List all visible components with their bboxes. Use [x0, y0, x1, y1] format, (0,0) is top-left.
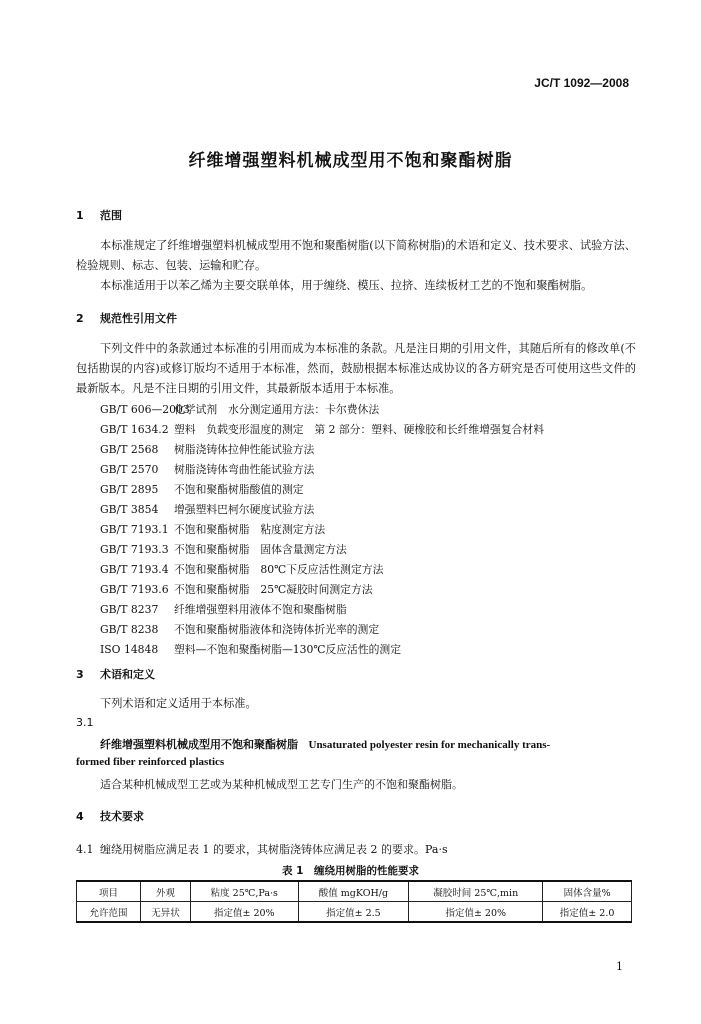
term-definition: 适合某种机械成型工艺或为某种机械成型工艺专门生产的不饱和聚酯树脂。 [100, 778, 463, 791]
table-cell: 无异状 [141, 902, 191, 923]
table-cell: 指定值± 2.0 [543, 902, 632, 923]
term-chinese: 纤维增强塑料机械成型用不饱和聚酯树脂 [100, 738, 298, 751]
section-3-heading [76, 666, 155, 682]
reference-title: 塑料 负载变形温度的测定 第 2 部分：塑料、硬橡胶和长纤维增强复合材料 [174, 423, 545, 436]
section-title: 术语和定义 [100, 668, 155, 681]
table-header-cell: 外观 [141, 881, 191, 902]
term-english-2: formed fiber reinforced plastics [76, 756, 225, 768]
reference-title: 不饱和聚酯树脂酸值的测定 [174, 483, 304, 496]
subsection-3-1-number: 3.1 [76, 716, 94, 729]
reference-item [100, 482, 304, 497]
reference-code: GB/T 7193.1 [100, 523, 169, 536]
reference-code: GB/T 2895 [100, 483, 159, 496]
section-2-heading [76, 310, 177, 326]
reference-item [100, 542, 347, 557]
table-header-cell: 酸值 mgKOH/g [298, 881, 409, 902]
table-cell: 允许范围 [77, 902, 141, 923]
reference-code: GB/T 2568 [100, 443, 159, 456]
section-number: 1 [76, 209, 84, 222]
section-1-paragraph-2: 本标准适用于以苯乙烯为主要交联单体，用于缠绕、模压、拉挤、连续板材工艺的不饱和聚酯树脂。 [100, 279, 593, 292]
reference-title: 不饱和聚酯树脂 80℃下反应活性测定方法 [174, 563, 384, 576]
section-4-heading [76, 808, 144, 824]
standard-number: JC/T 1092—2008 [534, 76, 629, 90]
reference-item [100, 642, 401, 657]
section-1-heading [76, 207, 122, 223]
section-3-intro: 下列术语和定义适用于本标准。 [100, 697, 257, 710]
section-number: 4 [76, 810, 84, 823]
reference-item [100, 582, 373, 597]
reference-item [100, 562, 383, 577]
reference-item [100, 442, 314, 457]
table-header-cell: 凝胶时间 25℃,min [409, 881, 543, 902]
table-header-row [77, 881, 632, 902]
section-title: 范围 [100, 209, 122, 222]
document-title: 纤维增强塑料机械成型用不饱和聚酯树脂 [188, 151, 513, 171]
reference-code: GB/T 1634.2 [100, 423, 169, 436]
page-number: 1 [616, 960, 623, 973]
section-2-paragraph-1: 下列文件中的条款通过本标准的引用而成为本标准的条款。凡是注日期的引用文件，其随后所有的修改单(不包括勘误的内容)或修订版均不适用于本标准，然而，鼓励根据本标准达成协议的各方研究是否可使用这些文件的最新版本。凡是不注日期的引用文件，其最新版本适用于本标准。 [76, 342, 636, 395]
reference-title: 化学试剂 水分测定通用方法：卡尔费休法 [174, 403, 380, 416]
reference-code: GB/T 2570 [100, 463, 159, 476]
subsection-number: 4.1 [76, 843, 94, 856]
reference-item [100, 502, 314, 517]
subsection-4-1 [76, 841, 448, 857]
reference-item [100, 522, 325, 537]
table-header-cell: 粘度 25℃,Pa·s [190, 881, 298, 902]
reference-item [100, 402, 379, 417]
reference-title: 树脂浇铸体拉伸性能试验方法 [174, 443, 315, 456]
reference-code: GB/T 3854 [100, 503, 159, 516]
reference-title: 塑料—不饱和聚酯树脂—130℃反应活性的测定 [174, 643, 402, 656]
reference-code: GB/T 7193.4 [100, 563, 169, 576]
table-cell: 指定值± 20% [409, 902, 543, 923]
reference-item [100, 602, 347, 617]
table-cell: 指定值± 20% [190, 902, 298, 923]
table-header-cell: 项目 [77, 881, 141, 902]
reference-code: ISO 14848 [100, 643, 159, 656]
section-title: 规范性引用文件 [100, 312, 177, 325]
reference-title: 树脂浇铸体弯曲性能试验方法 [174, 463, 315, 476]
table-row [77, 902, 632, 923]
term-english-1: Unsaturated polyester resin for mechanically trans- [308, 739, 551, 751]
reference-item [100, 622, 379, 637]
table-1 [76, 880, 632, 923]
reference-title: 不饱和聚酯树脂 粘度测定方法 [174, 523, 326, 536]
reference-title: 不饱和聚酯树脂 25℃凝胶时间测定方法 [174, 583, 373, 596]
table-header-cell: 固体含量% [543, 881, 632, 902]
reference-code: GB/T 8238 [100, 623, 159, 636]
section-number: 3 [76, 668, 84, 681]
reference-code: GB/T 7193.3 [100, 543, 169, 556]
table-1-caption: 表 1 缠绕用树脂的性能要求 [282, 865, 419, 877]
reference-code: GB/T 606—2003 [100, 403, 190, 416]
reference-title: 纤维增强塑料用液体不饱和聚酯树脂 [174, 603, 347, 616]
reference-item [100, 422, 544, 437]
reference-item [100, 462, 314, 477]
subsection-text: 缠绕用树脂应满足表 1 的要求，其树脂浇铸体应满足表 2 的要求。Pa·s [100, 843, 448, 856]
table-cell: 指定值± 2.5 [298, 902, 409, 923]
reference-code: GB/T 8237 [100, 603, 159, 616]
reference-title: 不饱和聚酯树脂 固体含量测定方法 [174, 543, 347, 556]
section-1-paragraph-1: 本标准规定了纤维增强塑料机械成型用不饱和聚酯树脂(以下简称树脂)的术语和定义、技术要求、试验方法、检验规则、标志、包装、运输和贮存。 [76, 239, 636, 272]
reference-code: GB/T 7193.6 [100, 583, 169, 596]
section-number: 2 [76, 312, 84, 325]
term-line-1 [100, 736, 550, 752]
reference-title: 增强塑料巴柯尔硬度试验方法 [174, 503, 315, 516]
reference-title: 不饱和聚酯树脂液体和浇铸体折光率的测定 [174, 623, 380, 636]
section-title: 技术要求 [100, 810, 144, 823]
